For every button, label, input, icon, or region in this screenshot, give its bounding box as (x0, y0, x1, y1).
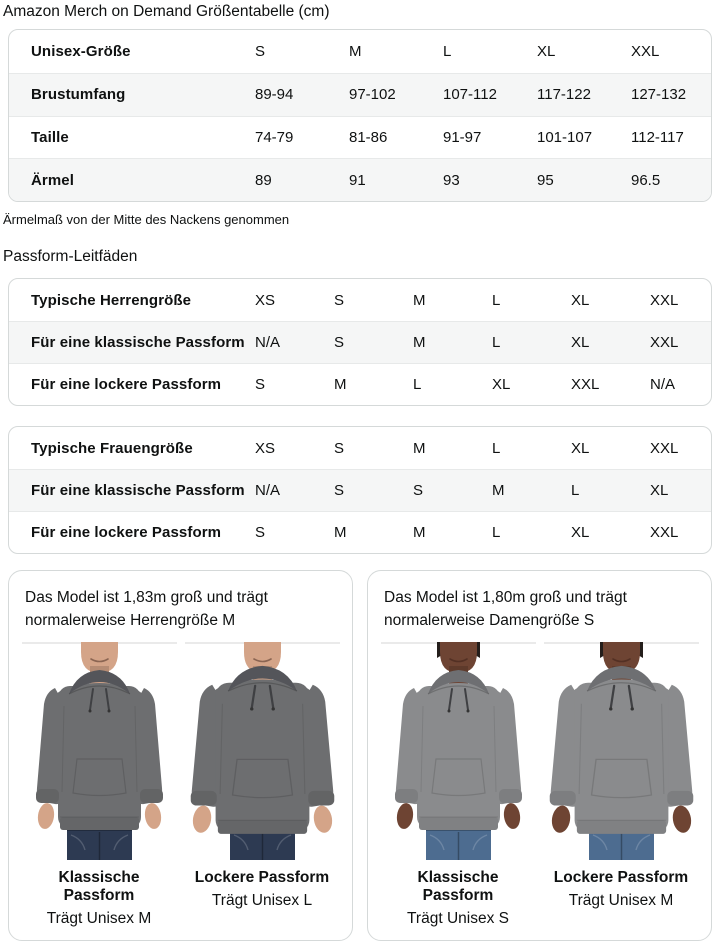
female-classic-fit-model-image (381, 642, 536, 860)
row-label: Für eine lockere Passform (31, 376, 222, 393)
size-cell: M (349, 42, 362, 60)
mens-model-card (8, 570, 353, 941)
table-row (9, 469, 711, 511)
fit-caption: Lockere Passform (194, 869, 330, 886)
size-cell: XL (571, 439, 590, 457)
table-row (9, 363, 711, 405)
size-cell: L (492, 291, 501, 309)
female-loose-fit-model-image (544, 642, 699, 860)
size-cell: XXL (571, 376, 600, 393)
size-cell: S (255, 376, 266, 393)
row-label: Brustumfang (31, 86, 126, 104)
male-classic-fit-model-image (22, 642, 177, 860)
measure-cell: 95 (537, 171, 554, 189)
measure-cell: 127-132 (631, 86, 687, 104)
size-cell: M (413, 439, 426, 457)
size-cell: N/A (650, 376, 676, 393)
size-cell: L (443, 42, 452, 60)
table-row (9, 279, 711, 321)
mens-fit-table (8, 278, 712, 406)
measure-cell: 93 (443, 171, 460, 189)
model-photo-column (22, 642, 177, 928)
measure-cell: 74-79 (255, 128, 294, 146)
size-cell: M (334, 524, 347, 541)
model-description: Das Model ist 1,83m groß und trägt normalerweise Herrengröße M (25, 589, 268, 629)
table-row (9, 116, 711, 159)
size-cell: N/A (255, 334, 281, 351)
size-caption: Trägt Unisex M (568, 892, 674, 909)
size-cell: XXL (650, 524, 679, 541)
page-title: Amazon Merch on Demand Größentabelle (cm) (3, 3, 330, 20)
size-cell: S (255, 42, 266, 60)
size-cell: XXL (650, 291, 679, 309)
measure-cell: 117-122 (537, 86, 591, 104)
size-cell: XL (571, 334, 590, 351)
male-loose-fit-model-image (185, 642, 340, 860)
size-cell: XL (650, 482, 669, 499)
row-label: Typische Herrengröße (31, 291, 192, 309)
measure-cell: 101-107 (537, 128, 593, 146)
measure-cell: 89-94 (255, 86, 294, 104)
size-cell: XL (571, 291, 590, 309)
size-cell: XXL (650, 334, 679, 351)
womens-fit-table (8, 426, 712, 554)
size-cell: M (492, 482, 505, 499)
size-cell: N/A (255, 482, 281, 499)
size-cell: M (413, 524, 426, 541)
row-label: Ärmel (31, 171, 75, 189)
size-cell: L (492, 439, 501, 457)
measure-cell: 89 (255, 171, 272, 189)
size-cell: XS (255, 291, 276, 309)
table-row (9, 30, 711, 73)
size-cell: XL (571, 524, 590, 541)
table-row (9, 321, 711, 363)
fit-guides-heading: Passform-Leitfäden (3, 248, 138, 265)
fit-caption: Klassische Passform (417, 869, 499, 904)
size-cell: S (334, 291, 345, 309)
size-cell: S (255, 524, 266, 541)
measure-cell: 81-86 (349, 128, 388, 146)
model-photo-column (381, 642, 536, 928)
table-row (9, 511, 711, 553)
model-photos (380, 642, 699, 928)
size-cell: S (334, 334, 345, 351)
size-cell: XL (537, 42, 556, 60)
table-row (9, 427, 711, 469)
womens-model-card (367, 570, 712, 941)
measure-cell: 97-102 (349, 86, 396, 104)
size-cell: XXL (631, 42, 660, 60)
size-cell: S (334, 439, 345, 457)
measure-cell: 91 (349, 171, 366, 189)
measure-cell: 112-117 (631, 128, 684, 146)
model-photo-column (544, 642, 699, 928)
size-caption: Trägt Unisex S (407, 910, 509, 927)
size-cell: S (413, 482, 424, 499)
size-cell: M (334, 376, 347, 393)
row-label: Taille (31, 128, 69, 146)
size-cell: XL (492, 376, 511, 393)
size-cell: S (334, 482, 345, 499)
size-cell: L (413, 376, 422, 393)
size-table (8, 29, 712, 202)
size-cell: L (492, 334, 501, 351)
fit-caption: Lockere Passform (553, 869, 689, 886)
row-label: Typische Frauengröße (31, 439, 193, 457)
size-cell: L (492, 524, 501, 541)
size-cell: XS (255, 439, 276, 457)
measure-cell: 96.5 (631, 171, 661, 189)
table-row (9, 73, 711, 116)
size-cell: M (413, 291, 426, 309)
model-description: Das Model ist 1,80m groß und trägt normalerweise Damengröße S (384, 589, 627, 629)
measure-cell: 107-112 (443, 86, 497, 104)
model-photo-column (185, 642, 340, 928)
model-cards (8, 570, 712, 941)
row-label: Unisex-Größe (31, 42, 131, 60)
size-cell: L (571, 482, 580, 499)
measure-cell: 91-97 (443, 128, 482, 146)
measurement-note: Ärmelmaß von der Mitte des Nackens genommen (3, 212, 290, 227)
model-photos (21, 642, 340, 928)
size-cell: M (413, 334, 426, 351)
table-row (9, 158, 711, 201)
size-caption: Trägt Unisex L (211, 892, 313, 909)
row-label: Für eine lockere Passform (31, 524, 222, 541)
size-cell: XXL (650, 439, 679, 457)
size-caption: Trägt Unisex M (46, 910, 152, 927)
row-label: Für eine klassische Passform (31, 334, 245, 351)
row-label: Für eine klassische Passform (31, 482, 245, 499)
fit-caption: Klassische Passform (58, 869, 140, 904)
